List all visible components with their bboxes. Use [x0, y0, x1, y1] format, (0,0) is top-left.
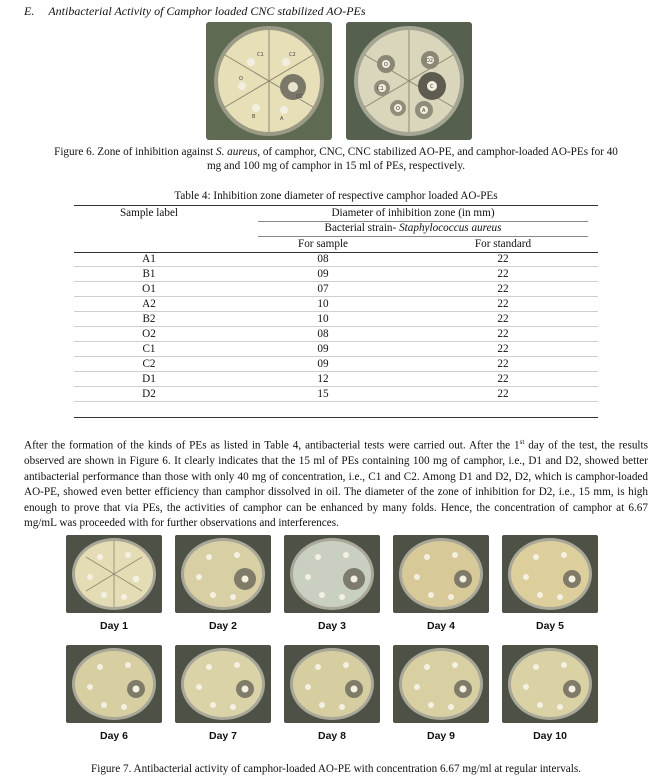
row-sample-value: 15 — [317, 388, 329, 400]
petri-dish-photo — [175, 535, 271, 613]
section-title: Antibacterial Activity of Camphor loaded CNC stabilized AO-PEs — [48, 4, 366, 18]
day-panel — [393, 645, 489, 742]
row-standard-value: 22 — [497, 313, 509, 325]
col-header-diameter: Diameter of inhibition zone (in mm) — [331, 207, 495, 219]
plate2-label-1: D2 — [426, 58, 434, 64]
day-panel — [66, 535, 162, 632]
row-standard-value: 22 — [497, 373, 509, 385]
caption-text: Figure 6. Zone of inhibition against — [54, 146, 216, 158]
table-row — [74, 343, 598, 357]
figure-6-caption — [50, 145, 622, 173]
row-sample-value: 10 — [317, 298, 329, 310]
plate1-label-0: C1 — [257, 52, 264, 58]
petri-dish-photo — [393, 535, 489, 613]
day-label: Day 4 — [426, 620, 456, 632]
row-standard-value: 22 — [497, 343, 509, 355]
row-label: A2 — [142, 298, 156, 310]
petri-dish-photo-1 — [206, 22, 332, 140]
paragraph-sup: st — [519, 438, 525, 446]
day-label: Day 3 — [317, 620, 347, 632]
table-row — [74, 283, 598, 297]
plate2-label-3: C1 — [377, 86, 384, 92]
col-header-for-sample: For sample — [297, 238, 349, 250]
row-sample-value: 12 — [317, 373, 329, 385]
day-label: Day 8 — [317, 730, 347, 742]
row-rule — [74, 266, 598, 267]
petri-dish-photo — [66, 535, 162, 613]
row-sample-value: 08 — [317, 328, 329, 340]
table-row — [74, 358, 598, 372]
caption-organism: S. aureus, — [215, 146, 261, 158]
row-rule — [74, 386, 598, 387]
row-label: O1 — [142, 283, 156, 295]
petri-dish-photo — [284, 645, 380, 723]
petri-dish-photo — [284, 535, 380, 613]
table-row — [74, 253, 598, 267]
petri-dish-photo — [66, 645, 162, 723]
table-row — [74, 268, 598, 282]
row-standard-value: 22 — [497, 358, 509, 370]
row-label: D1 — [142, 373, 156, 385]
body-paragraph — [24, 435, 648, 532]
day-panel — [393, 535, 489, 632]
day-label: Day 1 — [99, 620, 129, 632]
strain-name: Staphylococcus aureus — [399, 222, 502, 234]
petri-dish-photo — [175, 645, 271, 723]
row-standard-value: 22 — [497, 268, 509, 280]
row-standard-value: 22 — [497, 388, 509, 400]
row-sample-value: 09 — [317, 358, 329, 370]
plate2-label-0: O — [384, 62, 388, 68]
row-sample-value: 09 — [317, 343, 329, 355]
paragraph-text-2: day of the test, the results observed are shown in Figure 6. It clearly indicates that the 15 ml of PEs containing 100 mg of camphor, i.e., D1 and D2, showed better antibacterial performance than those with only 40 mg of concentration, i.e., C1 and C2. Among D1 and D2, D2, which is camphor-loaded AO-PE, showed even better efficiency than camphor dissolved in oil. The diameter of the zone of inhibition for D2, i.e., 15 mm, is high enough to prove that via PEs, the activities of camphor can be enhanced by many folds. Hence, the concentration of camphor at 6.67 mg/mL was proceeded with for further observations and interferences. — [24, 439, 648, 530]
day-label: Day 10 — [533, 730, 567, 742]
table-row — [74, 373, 598, 387]
day-label: Day 7 — [208, 730, 238, 742]
row-standard-value: 22 — [497, 298, 509, 310]
row-rule — [74, 296, 598, 297]
figure-7-day-grid — [66, 535, 610, 745]
caption-text-rest: of camphor, CNC, CNC stabilized AO-PE, and camphor-loaded AO-PEs for 40 mg and 100 mg of camphor in 15 ml of PEs, respectively. — [206, 146, 618, 172]
paragraph-text-1: After the formation of the kinds of PEs as listed in Table 4, antibacterial tests were carried out. After the 1 — [24, 439, 520, 452]
day-label: Day 6 — [99, 730, 129, 742]
row-rule — [74, 401, 598, 402]
day-panel — [175, 645, 271, 742]
day-panel — [284, 645, 380, 742]
row-standard-value: 22 — [497, 328, 509, 340]
row-sample-value: 08 — [317, 253, 329, 265]
row-standard-value: 22 — [497, 253, 509, 265]
day-panel — [175, 535, 271, 632]
plate1-label-2: O — [239, 76, 243, 82]
plate1-label-4: B — [252, 114, 256, 120]
row-rule — [74, 356, 598, 357]
row-sample-value: 07 — [317, 283, 329, 295]
table-row — [74, 388, 598, 402]
row-label: B2 — [142, 313, 156, 325]
petri-dish-photo — [502, 645, 598, 723]
plate1-label-3: D2 — [296, 94, 304, 100]
table-bottom-rule — [74, 417, 598, 418]
day-panel — [502, 645, 598, 742]
day-label: Day 9 — [426, 730, 456, 742]
row-standard-value: 22 — [497, 283, 509, 295]
col-header-for-standard: For standard — [474, 238, 532, 250]
strain-label: Bacterial strain- — [324, 222, 400, 234]
row-label: C2 — [142, 358, 156, 370]
row-rule — [74, 326, 598, 327]
section-number: E. — [24, 4, 35, 18]
day-label: Day 5 — [535, 620, 565, 632]
row-label: D2 — [142, 388, 156, 400]
table-row — [74, 328, 598, 342]
plate1-label-5: A — [280, 116, 284, 122]
figure-7-caption: Figure 7. Antibacterial activity of camphor-loaded AO-PE with concentration 6.67 mg/ml at regular intervals. — [90, 763, 582, 775]
row-rule — [74, 371, 598, 372]
day-panel — [66, 645, 162, 742]
col-header-sample-label: Sample label — [119, 207, 179, 219]
table-4-title: Table 4: Inhibition zone diameter of respective camphor loaded AO-PEs — [174, 190, 498, 202]
figure-6-photos — [206, 22, 472, 140]
bacterial-strain — [258, 221, 568, 235]
row-label: A1 — [142, 253, 156, 265]
petri-dish-photo — [393, 645, 489, 723]
section-heading — [24, 4, 366, 19]
day-panel — [502, 535, 598, 632]
row-sample-value: 09 — [317, 268, 329, 280]
petri-dish-photo — [502, 535, 598, 613]
plate2-label-2: C — [430, 84, 434, 90]
day-label: Day 2 — [208, 620, 238, 632]
row-sample-value: 10 — [317, 313, 329, 325]
petri-dish-photo-2 — [346, 22, 472, 140]
row-rule — [74, 311, 598, 312]
plate2-label-5: A — [422, 108, 426, 114]
plate1-label-1: C2 — [289, 52, 296, 58]
table-row — [74, 298, 598, 312]
day-panel — [284, 535, 380, 632]
row-label: O2 — [142, 328, 156, 340]
row-label: B1 — [142, 268, 156, 280]
table-row — [74, 313, 598, 327]
row-label: C1 — [142, 343, 156, 355]
plate2-label-4: O — [396, 106, 400, 112]
row-rule — [74, 341, 598, 342]
row-rule — [74, 281, 598, 282]
